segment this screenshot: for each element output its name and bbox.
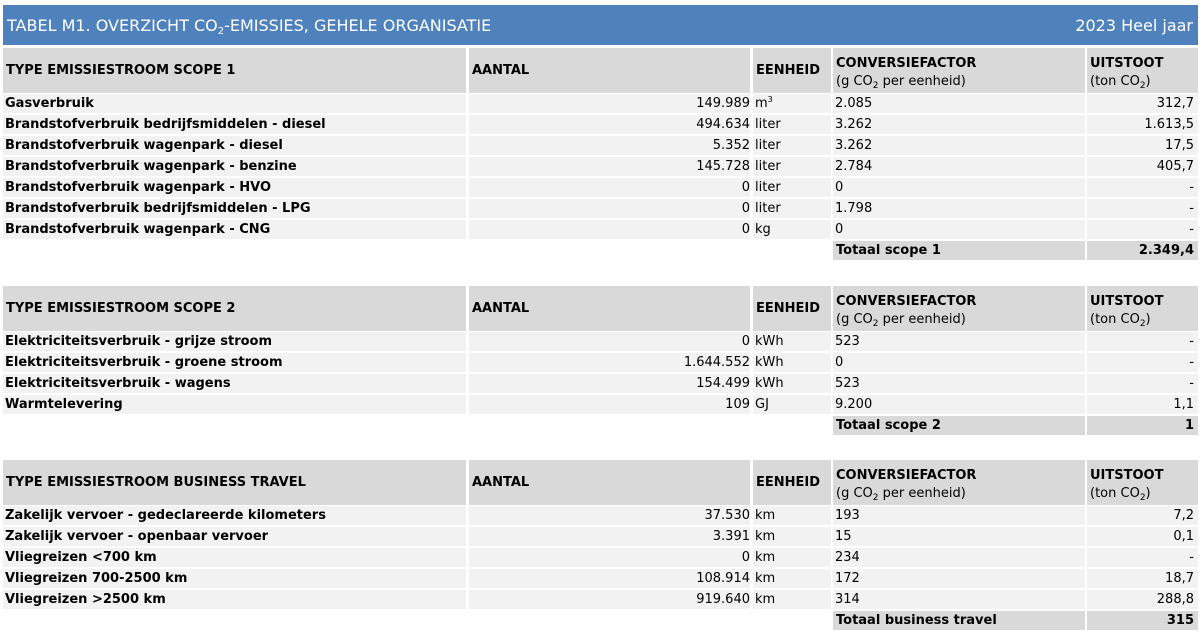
row-aantal: 145.728	[469, 157, 750, 176]
row-conversiefactor: 523	[833, 332, 1085, 351]
row-aantal: 37.530	[469, 506, 750, 525]
row-label: Vliegreizen 700-2500 km	[3, 569, 466, 588]
row-conversiefactor: 3.262	[833, 136, 1085, 155]
row-conversiefactor: 1.798	[833, 199, 1085, 218]
table-row	[3, 177, 1198, 198]
uitstoot-header: UITSTOOT (ton $CO_2$)	[1087, 286, 1198, 331]
row-label: Brandstofverbruik bedrijfsmiddelen - LPG	[3, 199, 466, 218]
row-label: Vliegreizen >2500 km	[3, 590, 466, 609]
table-row	[3, 505, 1198, 526]
table-row	[3, 352, 1198, 373]
table-row	[3, 526, 1198, 547]
row-conversiefactor: 0	[833, 220, 1085, 239]
total-row	[3, 240, 1198, 261]
row-conversiefactor: 3.262	[833, 115, 1085, 134]
total-value: 2.349,4	[1087, 241, 1198, 260]
row-eenheid: kWh	[753, 353, 831, 372]
conversiefactor-header: CONVERSIEFACTOR (g $CO_2$ per eenheid)	[833, 460, 1085, 505]
row-conversiefactor: 523	[833, 374, 1085, 393]
row-label: Brandstofverbruik wagenpark - HVO	[3, 178, 466, 197]
aantal-header: AANTAL	[469, 460, 750, 505]
row-conversiefactor: 2.085	[833, 94, 1085, 113]
table-row	[3, 394, 1198, 415]
total-value: 1	[1087, 416, 1198, 435]
total-row	[3, 415, 1198, 436]
row-eenheid: $m^3$	[753, 94, 831, 113]
row-uitstoot: 17,5	[1087, 136, 1198, 155]
table-row	[3, 93, 1198, 114]
row-uitstoot: -	[1087, 220, 1198, 239]
row-label: Elektriciteitsverbruik - wagens	[3, 374, 466, 393]
row-conversiefactor: 0	[833, 353, 1085, 372]
table-row	[3, 373, 1198, 394]
total-row	[3, 610, 1198, 631]
row-uitstoot: -	[1087, 353, 1198, 372]
section-header	[3, 460, 1198, 505]
row-aantal: 0	[469, 548, 750, 567]
row-eenheid: liter	[753, 178, 831, 197]
row-label: Brandstofverbruik bedrijfsmiddelen - diesel	[3, 115, 466, 134]
row-label: Warmtelevering	[3, 395, 466, 414]
table-row	[3, 135, 1198, 156]
row-aantal: 109	[469, 395, 750, 414]
section-0	[3, 48, 1198, 261]
row-conversiefactor: 172	[833, 569, 1085, 588]
row-uitstoot: 1.613,5	[1087, 115, 1198, 134]
row-aantal: 108.914	[469, 569, 750, 588]
row-aantal: 154.499	[469, 374, 750, 393]
row-conversiefactor: 0	[833, 178, 1085, 197]
section-1	[3, 286, 1198, 436]
table-row	[3, 547, 1198, 568]
row-eenheid: kWh	[753, 332, 831, 351]
row-conversiefactor: 193	[833, 506, 1085, 525]
table-title: TABEL M1. OVERZICHT $CO_2$-EMISSIES, GEHELE ORGANISATIE	[7, 16, 492, 37]
row-aantal: 0	[469, 178, 750, 197]
row-uitstoot: 0,1	[1087, 527, 1198, 546]
row-label: Vliegreizen <700 km	[3, 548, 466, 567]
row-eenheid: liter	[753, 157, 831, 176]
table-row	[3, 198, 1198, 219]
row-eenheid: km	[753, 527, 831, 546]
section-header	[3, 286, 1198, 331]
aantal-header: AANTAL	[469, 286, 750, 331]
total-label: Totaal scope 1	[833, 241, 1085, 260]
row-eenheid: liter	[753, 136, 831, 155]
row-uitstoot: -	[1087, 332, 1198, 351]
table-row	[3, 114, 1198, 135]
row-uitstoot: -	[1087, 178, 1198, 197]
row-aantal: 919.640	[469, 590, 750, 609]
row-label: Brandstofverbruik wagenpark - benzine	[3, 157, 466, 176]
row-label: Elektriciteitsverbruik - groene stroom	[3, 353, 466, 372]
row-uitstoot: 1,1	[1087, 395, 1198, 414]
section-type-header: TYPE EMISSIESTROOM SCOPE 2	[3, 286, 466, 331]
row-eenheid: km	[753, 548, 831, 567]
table-row	[3, 568, 1198, 589]
title-bar	[3, 5, 1198, 45]
row-eenheid: liter	[753, 115, 831, 134]
row-aantal: 5.352	[469, 136, 750, 155]
section-type-header: TYPE EMISSIESTROOM SCOPE 1	[3, 48, 466, 93]
table-row	[3, 156, 1198, 177]
aantal-header: AANTAL	[469, 48, 750, 93]
section-2	[3, 460, 1198, 631]
row-aantal: 3.391	[469, 527, 750, 546]
row-aantal: 1.644.552	[469, 353, 750, 372]
uitstoot-header: UITSTOOT (ton $CO_2$)	[1087, 460, 1198, 505]
row-eenheid: km	[753, 569, 831, 588]
row-uitstoot: 312,7	[1087, 94, 1198, 113]
row-uitstoot: 405,7	[1087, 157, 1198, 176]
row-uitstoot: -	[1087, 374, 1198, 393]
row-eenheid: GJ	[753, 395, 831, 414]
row-aantal: 0	[469, 199, 750, 218]
row-eenheid: liter	[753, 199, 831, 218]
table-row	[3, 219, 1198, 240]
section-type-header: TYPE EMISSIESTROOM BUSINESS TRAVEL	[3, 460, 466, 505]
total-label: Totaal business travel	[833, 611, 1085, 630]
table-row	[3, 331, 1198, 352]
row-aantal: 0	[469, 332, 750, 351]
row-conversiefactor: 9.200	[833, 395, 1085, 414]
period-label: 2023 Heel jaar	[1075, 16, 1193, 35]
row-label: Elektriciteitsverbruik - grijze stroom	[3, 332, 466, 351]
row-conversiefactor: 15	[833, 527, 1085, 546]
row-uitstoot: 18,7	[1087, 569, 1198, 588]
eenheid-header: EENHEID	[753, 286, 831, 331]
row-uitstoot: -	[1087, 199, 1198, 218]
row-aantal: 494.634	[469, 115, 750, 134]
row-eenheid: km	[753, 506, 831, 525]
row-eenheid: kWh	[753, 374, 831, 393]
row-label: Brandstofverbruik wagenpark - CNG	[3, 220, 466, 239]
row-label: Zakelijk vervoer - openbaar vervoer	[3, 527, 466, 546]
eenheid-header: EENHEID	[753, 460, 831, 505]
row-label: Brandstofverbruik wagenpark - diesel	[3, 136, 466, 155]
conversiefactor-header: CONVERSIEFACTOR (g $CO_2$ per eenheid)	[833, 48, 1085, 93]
row-conversiefactor: 2.784	[833, 157, 1085, 176]
row-label: Zakelijk vervoer - gedeclareerde kilometers	[3, 506, 466, 525]
row-eenheid: km	[753, 590, 831, 609]
table-row	[3, 589, 1198, 610]
conversiefactor-header: CONVERSIEFACTOR (g $CO_2$ per eenheid)	[833, 286, 1085, 331]
row-aantal: 0	[469, 220, 750, 239]
eenheid-header: EENHEID	[753, 48, 831, 93]
total-value: 315	[1087, 611, 1198, 630]
row-conversiefactor: 234	[833, 548, 1085, 567]
row-conversiefactor: 314	[833, 590, 1085, 609]
row-eenheid: kg	[753, 220, 831, 239]
row-uitstoot: 7,2	[1087, 506, 1198, 525]
row-uitstoot: 288,8	[1087, 590, 1198, 609]
uitstoot-header: UITSTOOT (ton $CO_2$)	[1087, 48, 1198, 93]
total-label: Totaal scope 2	[833, 416, 1085, 435]
row-aantal: 149.989	[469, 94, 750, 113]
row-label: Gasverbruik	[3, 94, 466, 113]
section-header	[3, 48, 1198, 93]
row-uitstoot: -	[1087, 548, 1198, 567]
